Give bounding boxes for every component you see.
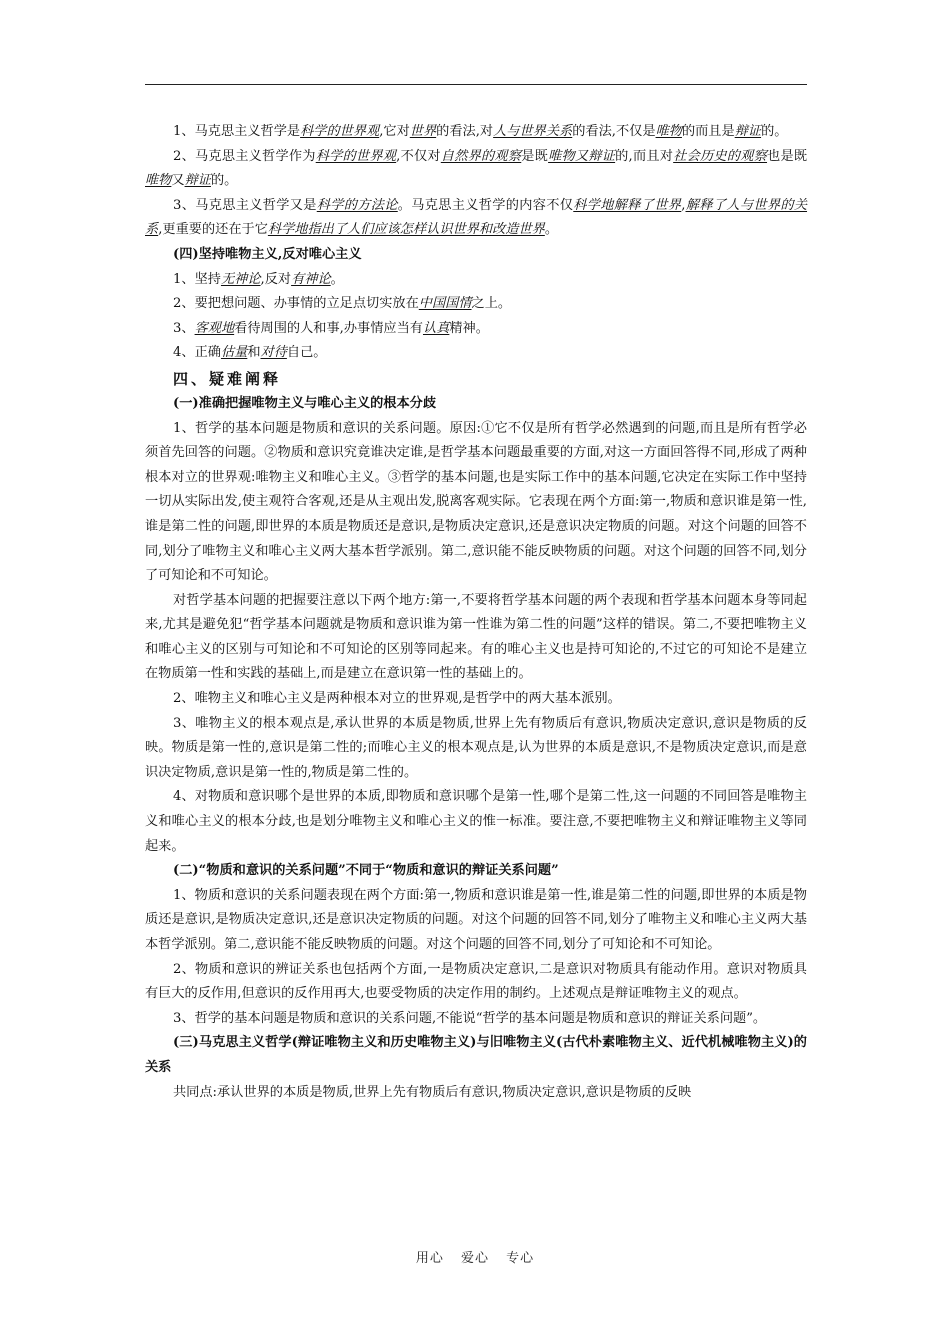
keyword: 辩证 [734,124,762,139]
paragraph-q1: 1、哲学的基本问题是物质和意识的关系问题。原因:①它不仅是所有哲学必然遇到的问题,而且是所有哲学必须首先回答的问题。②物质和意识究竟谁决定谁,是哲学基本问题最重要的方面,对这一方面回答得不同,形成了两种根本对立的世界观:唯物主义和唯心主义。③哲学的基本问题,也是实际工作中的基本问题,它决定在实际工作中坚持一切从实际出发,使主观符合客观,还是从主观出发,脱离客观实际。它表现在两个方面:第一,物质和意识谁是第一性,谁是第二性的问题,即世界的本质是物质还是意识,是物质决定意识,还是意识决定物质的问题。对这个问题的回答不同,划分了唯物主义和唯心主义两大基本哲学派别。第二,意识能不能反映物质的问题。对这个问题的回答不同,划分了可知论和不可知论。 [145,420,807,584]
page-footer [0,1247,950,1266]
text: 自己。 [286,345,327,361]
document-body [145,120,807,1105]
text: ,反对 [260,271,292,287]
footer-word: 专心 [506,1251,535,1266]
text: 。 [544,222,559,238]
text: 的,而且对 [615,148,674,164]
keyword: 科学地解释了世界 [573,197,682,213]
text: ,不仅对 [396,148,441,164]
paragraph-r1: 1、物质和意识的关系问题表现在两个方面:第一,物质和意识谁是第一性,谁是第二性的问题,即世界的本质是物质还是意识,是物质决定意识,还是意识决定物质的问题。对这个问题的回答不同,划分了唯物主义和唯心主义两大基本哲学派别。第二,意识能不能反映物质的问题。对这个问题的回答不同,划分了可知论和不可知论。 [145,887,807,952]
text: ,它对 [379,124,410,139]
text: 1、马克思主义哲学是 [173,124,301,139]
section-title: 四、疑难阐释 [173,369,282,388]
keyword: 无神论 [220,271,261,287]
paragraph-7 [145,341,807,366]
keyword: 对待 [260,345,287,361]
paragraph-q3: 2、唯物主义和唯心主义是两种根本对立的世界观,是哲学中的两大基本派别。 [173,691,621,707]
text: 4、正确 [173,345,221,361]
text: 的。 [210,173,238,189]
text: 是既 [521,148,549,164]
keyword: 辩证 [184,173,211,189]
keyword: 科学的方法论 [316,197,398,213]
footer-word: 用心 [415,1251,444,1266]
text: 精神。 [449,320,489,336]
text: 的看法,不仅是 [572,124,656,139]
keyword: 科学的世界观 [315,148,397,164]
paragraph-4 [145,268,807,293]
header-rule [145,84,807,85]
subheading-4: (四)坚持唯物主义,反对唯心主义 [173,246,362,262]
text: 的。 [761,124,788,139]
keyword: 人与世界关系 [493,124,573,139]
paragraph-q5: 4、对物质和意识哪个是世界的本质,即物质和意识哪个是第一性,哪个是第二性,这一问题的不同回答是唯物主义和唯心主义的根本分歧,也是划分唯物主义和唯心主义的惟一标准。要注意,不要把唯物主义和辩证唯物主义等同起来。 [145,789,807,854]
text: 3、 [173,320,195,336]
text: 1、坚持 [173,271,221,287]
paragraph-r3: 3、哲学的基本问题是物质和意识的关系问题,不能说“哲学的基本问题是物质和意识的辩证关系问题”。 [173,1010,767,1026]
paragraph-3 [145,194,807,243]
paragraph-q4: 3、唯物主义的根本观点是,承认世界的本质是物质,世界上先有物质后有意识,物质决定意识,意识是物质的反映。物质是第一性的,意识是第二性的;而唯心主义的根本观点是,认为世界的本质是意识,不是物质决定意识,而是意识决定物质,意识是第一性的,物质是第二性的。 [145,715,807,780]
keyword: 唯物 [145,173,172,189]
keyword: 社会历史的观察 [673,148,768,164]
text: 之上。 [471,296,512,312]
text: 也是既 [767,148,808,164]
text: 的而且是 [681,124,735,139]
paragraph-2 [145,145,807,194]
text: ,更重要的还在于它 [158,222,268,238]
keyword: 有神论 [291,271,331,287]
paragraph-s1: 共同点:承认世界的本质是物质,世界上先有物质后有意识,物质决定意识,意识是物质的反映 [173,1084,692,1100]
keyword: 中国国情 [418,296,472,312]
text: 看待周围的人和事,办事情应当有 [234,320,423,336]
paragraph-5 [145,292,807,317]
text: 。马克思主义哲学的内容不仅 [397,197,574,213]
paragraph-6 [145,317,807,342]
keyword: 自然界的观察 [440,148,522,164]
footer-word: 爱心 [460,1251,489,1266]
text: , [681,197,686,213]
text: 和 [247,345,261,361]
keyword: 认真 [422,320,450,336]
text: 。 [330,271,344,287]
text: 2、要把想问题、办事情的立足点切实放在 [173,296,419,312]
subheading-3: (三)马克思主义哲学(辩证唯物主义和历史唯物主义)与旧唯物主义(古代朴素唯物主义、近代机械唯物主义)的关系 [145,1035,807,1075]
text: 3、马克思主义哲学又是 [173,197,317,213]
keyword: 解释了人与世界的关系 [145,197,808,238]
text: 2、马克思主义哲学作为 [173,148,316,164]
paragraph-1 [145,120,807,145]
keyword: 估量 [220,345,248,361]
keyword: 科学地指出了人们应该怎样认识世界和改造世界 [267,222,545,238]
text: 的看法,对 [436,124,494,139]
keyword: 世界 [409,124,437,139]
subheading-1: (一)准确把握唯物主义与唯心主义的根本分歧 [173,395,437,411]
subheading-2: (二)“物质和意识的关系问题”不同于“物质和意识的辩证关系问题” [173,863,559,879]
paragraph-r2: 2、物质和意识的辨证关系也包括两个方面,一是物质决定意识,二是意识对物质具有能动作用。意识对物质具有巨大的反作用,但意识的反作用再大,也要受物质的决定作用的制约。上述观点是辩证唯物主义的观点。 [145,961,807,1002]
paragraph-q2: 对哲学基本问题的把握要注意以下两个地方:第一,不要将哲学基本问题的两个表现和哲学基本问题本身等同起来,尤其是避免犯“哲学基本问题就是物质和意识谁为第一性谁为第二性的问题”这样的错误。第二,不要把唯物主义和唯心主义的区别与可知论和不可知论的区别等同起来。有的唯心主义也是持可知论的,不过它的可知论不是建立在物质第一性和实践的基础上,而是建立在意识第一性的基础上的。 [145,592,807,682]
keyword: 客观地 [194,320,235,336]
keyword: 唯物又辩证 [548,148,616,164]
keyword: 唯物 [655,124,682,139]
text: 又 [171,173,185,189]
keyword: 科学的世界观 [300,124,380,139]
